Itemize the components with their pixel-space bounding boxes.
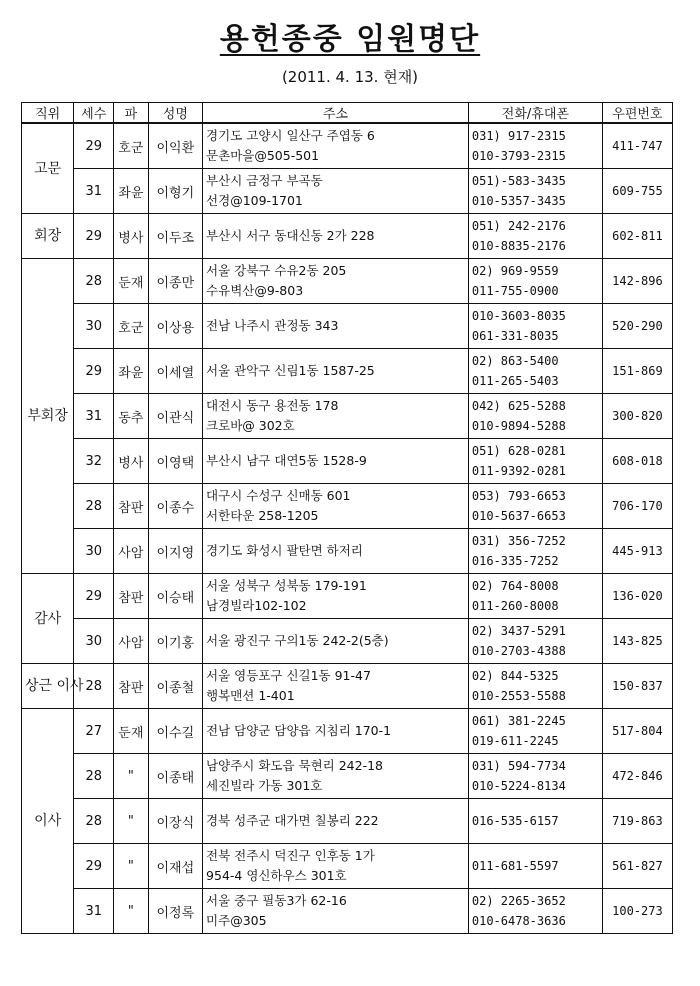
phone-number: 010-2553-5588 bbox=[471, 689, 566, 703]
generation-cell: 29 bbox=[74, 214, 114, 259]
address-cell bbox=[203, 304, 469, 349]
address-line: 선경@109-1701 bbox=[206, 193, 303, 208]
generation-cell: 31 bbox=[74, 169, 114, 214]
address-cell bbox=[203, 889, 469, 934]
header-branch: 파 bbox=[114, 103, 149, 124]
phone-cell bbox=[468, 169, 602, 214]
phone-number: 019-611-2245 bbox=[471, 734, 559, 748]
table-row bbox=[22, 169, 673, 214]
phone-number: 010-9894-5288 bbox=[471, 419, 566, 433]
phone-number: 016-335-7252 bbox=[471, 554, 559, 568]
name-cell: 이승태 bbox=[148, 574, 202, 619]
zipcode-cell: 143-825 bbox=[602, 619, 672, 664]
address-cell bbox=[203, 709, 469, 754]
table-row bbox=[22, 844, 673, 889]
position-cell: 고문 bbox=[22, 123, 74, 214]
address-cell bbox=[203, 799, 469, 844]
table-row bbox=[22, 394, 673, 439]
position-cell: 감사 bbox=[22, 574, 74, 664]
zipcode-cell: 411-747 bbox=[602, 123, 672, 169]
address-line: 서울 성북구 성북동 179-191 bbox=[206, 578, 367, 593]
roster-body bbox=[22, 123, 673, 934]
address-cell bbox=[203, 123, 469, 169]
zipcode-cell: 300-820 bbox=[602, 394, 672, 439]
phone-cell bbox=[468, 709, 602, 754]
phone-number: 011-681-5597 bbox=[471, 859, 559, 873]
document-date: (2011. 4. 13. 현재) bbox=[281, 68, 419, 86]
address-line: 남경빌라102-102 bbox=[206, 598, 307, 613]
phone-number: 010-3793-2315 bbox=[471, 149, 566, 163]
address-line: 행복맨션 1-401 bbox=[206, 688, 295, 703]
address-cell bbox=[203, 169, 469, 214]
phone-number: 031) 594-7734 bbox=[471, 759, 566, 773]
phone-cell bbox=[468, 259, 602, 304]
address-cell bbox=[203, 349, 469, 394]
header-address: 주소 bbox=[203, 103, 469, 124]
document-title: 용헌종중 임원명단 bbox=[219, 22, 481, 57]
phone-cell bbox=[468, 799, 602, 844]
phone-number: 010-2703-4388 bbox=[471, 644, 566, 658]
branch-cell: " bbox=[114, 844, 149, 889]
branch-cell: 병사 bbox=[114, 214, 149, 259]
zipcode-cell: 472-846 bbox=[602, 754, 672, 799]
phone-number: 051) 242-2176 bbox=[471, 219, 566, 233]
generation-cell: 29 bbox=[74, 349, 114, 394]
header-phone: 전화/휴대폰 bbox=[468, 103, 602, 124]
phone-number: 02) 969-9559 bbox=[471, 264, 559, 278]
table-row bbox=[22, 754, 673, 799]
zipcode-cell: 142-896 bbox=[602, 259, 672, 304]
address-cell bbox=[203, 619, 469, 664]
zipcode-cell: 100-273 bbox=[602, 889, 672, 934]
phone-number: 051) 628-0281 bbox=[471, 444, 566, 458]
table-row bbox=[22, 664, 673, 709]
generation-cell: 29 bbox=[74, 844, 114, 889]
name-cell: 이정록 bbox=[148, 889, 202, 934]
phone-number: 010-3603-8035 bbox=[471, 309, 566, 323]
position-cell: 이사 bbox=[22, 709, 74, 934]
phone-number: 02) 844-5325 bbox=[471, 669, 559, 683]
address-line: 부산시 남구 대연5동 1528-9 bbox=[206, 453, 367, 468]
generation-cell: 28 bbox=[74, 259, 114, 304]
phone-number: 010-6478-3636 bbox=[471, 914, 566, 928]
phone-number: 011-260-8008 bbox=[471, 599, 559, 613]
zipcode-cell: 150-837 bbox=[602, 664, 672, 709]
generation-cell: 28 bbox=[74, 754, 114, 799]
name-cell: 이익환 bbox=[148, 123, 202, 169]
phone-cell bbox=[468, 619, 602, 664]
address-line: 부산시 금정구 부곡동 bbox=[206, 173, 323, 188]
address-line: 대전시 동구 용전동 178 bbox=[206, 398, 339, 413]
address-line: 문촌마을@505-501 bbox=[206, 148, 320, 163]
phone-cell bbox=[468, 123, 602, 169]
branch-cell: 참판 bbox=[114, 574, 149, 619]
phone-cell bbox=[468, 484, 602, 529]
phone-cell bbox=[468, 574, 602, 619]
name-cell: 이종태 bbox=[148, 754, 202, 799]
address-cell bbox=[203, 484, 469, 529]
phone-cell bbox=[468, 304, 602, 349]
name-cell: 이종수 bbox=[148, 484, 202, 529]
name-cell: 이지영 bbox=[148, 529, 202, 574]
address-cell bbox=[203, 754, 469, 799]
generation-cell: 29 bbox=[74, 574, 114, 619]
phone-number: 010-5357-3435 bbox=[471, 194, 566, 208]
table-row bbox=[22, 709, 673, 754]
zipcode-cell: 445-913 bbox=[602, 529, 672, 574]
table-row bbox=[22, 889, 673, 934]
phone-number: 02) 2265-3652 bbox=[471, 894, 566, 908]
branch-cell: " bbox=[114, 754, 149, 799]
phone-number: 053) 793-6653 bbox=[471, 489, 566, 503]
address-line: 서울 광진구 구의1동 242-2(5층) bbox=[206, 633, 389, 648]
generation-cell: 30 bbox=[74, 529, 114, 574]
phone-cell bbox=[468, 664, 602, 709]
branch-cell: 둔재 bbox=[114, 709, 149, 754]
header-position: 직위 bbox=[22, 103, 74, 124]
address-line: 서울 영등포구 신길1동 91-47 bbox=[206, 668, 371, 683]
header-generation: 세수 bbox=[74, 103, 114, 124]
position-cell: 회장 bbox=[22, 214, 74, 259]
header-name: 성명 bbox=[148, 103, 202, 124]
name-cell: 이종만 bbox=[148, 259, 202, 304]
phone-number: 02) 3437-5291 bbox=[471, 624, 566, 638]
address-cell bbox=[203, 529, 469, 574]
table-row bbox=[22, 259, 673, 304]
address-line: 전남 담양군 담양읍 지침리 170-1 bbox=[206, 723, 392, 738]
name-cell: 이관식 bbox=[148, 394, 202, 439]
phone-number: 011-265-5403 bbox=[471, 374, 559, 388]
address-line: 수유벽산@9-803 bbox=[206, 283, 304, 298]
branch-cell: 사암 bbox=[114, 619, 149, 664]
header-zipcode: 우편번호 bbox=[602, 103, 672, 124]
position-cell: 상근 이사 bbox=[22, 664, 74, 709]
zipcode-cell: 517-804 bbox=[602, 709, 672, 754]
branch-cell: 좌윤 bbox=[114, 349, 149, 394]
name-cell: 이재섭 bbox=[148, 844, 202, 889]
phone-cell bbox=[468, 754, 602, 799]
branch-cell: 사암 bbox=[114, 529, 149, 574]
zipcode-cell: 719-863 bbox=[602, 799, 672, 844]
phone-cell bbox=[468, 394, 602, 439]
phone-cell bbox=[468, 439, 602, 484]
phone-number: 031) 917-2315 bbox=[471, 129, 566, 143]
branch-cell: 둔재 bbox=[114, 259, 149, 304]
name-cell: 이기홍 bbox=[148, 619, 202, 664]
zipcode-cell: 151-869 bbox=[602, 349, 672, 394]
generation-cell: 30 bbox=[74, 304, 114, 349]
phone-number: 061-331-8035 bbox=[471, 329, 559, 343]
phone-cell bbox=[468, 889, 602, 934]
generation-cell: 32 bbox=[74, 439, 114, 484]
table-row bbox=[22, 439, 673, 484]
name-cell: 이형기 bbox=[148, 169, 202, 214]
table-row bbox=[22, 214, 673, 259]
phone-number: 010-5224-8134 bbox=[471, 779, 566, 793]
table-row bbox=[22, 349, 673, 394]
phone-number: 042) 625-5288 bbox=[471, 399, 566, 413]
address-cell bbox=[203, 259, 469, 304]
address-line: 부산시 서구 동대신동 2가 228 bbox=[206, 228, 375, 243]
address-cell bbox=[203, 214, 469, 259]
phone-number: 02) 863-5400 bbox=[471, 354, 559, 368]
address-cell bbox=[203, 664, 469, 709]
generation-cell: 30 bbox=[74, 619, 114, 664]
table-row bbox=[22, 619, 673, 664]
address-line: 서울 중구 필동3가 62-16 bbox=[206, 893, 347, 908]
branch-cell: 호군 bbox=[114, 304, 149, 349]
generation-cell: 29 bbox=[74, 123, 114, 169]
address-cell bbox=[203, 844, 469, 889]
address-cell bbox=[203, 394, 469, 439]
address-line: 서한타운 258-1205 bbox=[206, 508, 319, 523]
position-cell: 부회장 bbox=[22, 259, 74, 574]
address-line: 크로바@ 302호 bbox=[206, 418, 295, 433]
branch-cell: 참판 bbox=[114, 664, 149, 709]
phone-cell bbox=[468, 214, 602, 259]
name-cell: 이상용 bbox=[148, 304, 202, 349]
address-line: 전북 전주시 덕진구 인후동 1가 bbox=[206, 848, 375, 863]
table-row bbox=[22, 123, 673, 169]
table-row bbox=[22, 574, 673, 619]
zipcode-cell: 609-755 bbox=[602, 169, 672, 214]
branch-cell: 동추 bbox=[114, 394, 149, 439]
zipcode-cell: 706-170 bbox=[602, 484, 672, 529]
phone-number: 016-535-6157 bbox=[471, 814, 559, 828]
branch-cell: 호군 bbox=[114, 123, 149, 169]
phone-cell bbox=[468, 349, 602, 394]
name-cell: 이종철 bbox=[148, 664, 202, 709]
address-line: 경북 성주군 대가면 칠봉리 222 bbox=[206, 813, 379, 828]
name-cell: 이장식 bbox=[148, 799, 202, 844]
phone-number: 011-755-0900 bbox=[471, 284, 559, 298]
address-cell bbox=[203, 439, 469, 484]
generation-cell: 31 bbox=[74, 889, 114, 934]
branch-cell: " bbox=[114, 799, 149, 844]
phone-number: 010-8835-2176 bbox=[471, 239, 566, 253]
branch-cell: 좌윤 bbox=[114, 169, 149, 214]
officer-roster-table bbox=[21, 102, 673, 934]
phone-number: 011-9392-0281 bbox=[471, 464, 566, 478]
zipcode-cell: 602-811 bbox=[602, 214, 672, 259]
address-line: 경기도 고양시 일산구 주엽동 6 bbox=[206, 128, 375, 143]
address-line: 미주@305 bbox=[206, 913, 267, 928]
address-line: 954-4 영신하우스 301호 bbox=[206, 868, 347, 883]
address-line: 서울 강북구 수유2동 205 bbox=[206, 263, 347, 278]
address-line: 경기도 화성시 팔탄면 하저리 bbox=[206, 543, 363, 558]
zipcode-cell: 608-018 bbox=[602, 439, 672, 484]
table-row bbox=[22, 529, 673, 574]
table-row bbox=[22, 304, 673, 349]
branch-cell: 병사 bbox=[114, 439, 149, 484]
generation-cell: 31 bbox=[74, 394, 114, 439]
phone-cell bbox=[468, 844, 602, 889]
table-header-row bbox=[22, 103, 673, 124]
address-line: 서울 관악구 신림1동 1587-25 bbox=[206, 363, 375, 378]
name-cell: 이수길 bbox=[148, 709, 202, 754]
phone-number: 010-5637-6653 bbox=[471, 509, 566, 523]
zipcode-cell: 520-290 bbox=[602, 304, 672, 349]
name-cell: 이두조 bbox=[148, 214, 202, 259]
generation-cell: 28 bbox=[74, 799, 114, 844]
address-line: 남양주시 화도읍 묵현리 242-18 bbox=[206, 758, 383, 773]
generation-cell: 28 bbox=[74, 484, 114, 529]
zipcode-cell: 561-827 bbox=[602, 844, 672, 889]
zipcode-cell: 136-020 bbox=[602, 574, 672, 619]
branch-cell: 참판 bbox=[114, 484, 149, 529]
address-line: 전남 나주시 관정동 343 bbox=[206, 318, 339, 333]
table-row bbox=[22, 484, 673, 529]
address-line: 대구시 수성구 신매동 601 bbox=[206, 488, 351, 503]
branch-cell: " bbox=[114, 889, 149, 934]
phone-number: 031) 356-7252 bbox=[471, 534, 566, 548]
phone-cell bbox=[468, 529, 602, 574]
name-cell: 이영택 bbox=[148, 439, 202, 484]
address-line: 세진빌라 가동 301호 bbox=[206, 778, 323, 793]
phone-number: 02) 764-8008 bbox=[471, 579, 559, 593]
phone-number: 061) 381-2245 bbox=[471, 714, 566, 728]
generation-cell: 27 bbox=[74, 709, 114, 754]
generation-cell: 28 bbox=[74, 664, 114, 709]
address-cell bbox=[203, 574, 469, 619]
name-cell: 이세열 bbox=[148, 349, 202, 394]
table-row bbox=[22, 799, 673, 844]
phone-number: 051)-583-3435 bbox=[471, 174, 566, 188]
